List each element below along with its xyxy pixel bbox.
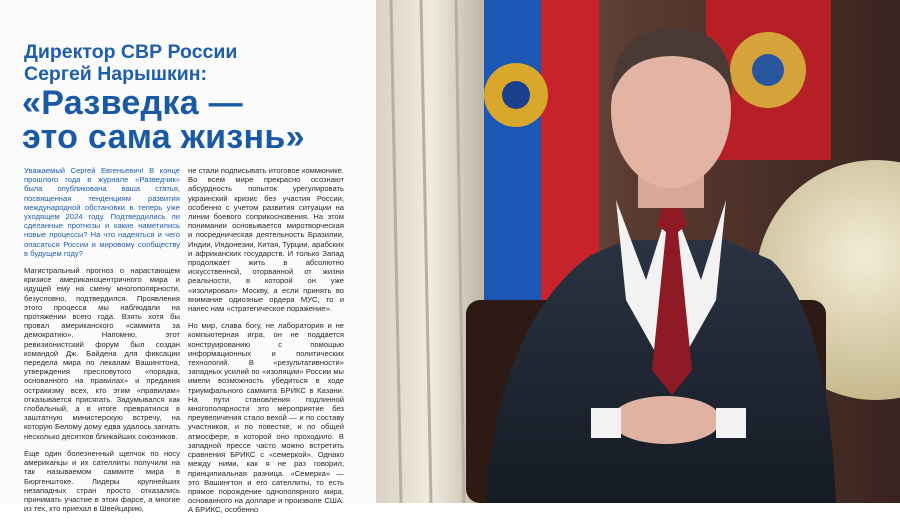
portrait-illustration (376, 0, 900, 503)
paragraph: не стали подписывать итоговое коммюнике. Во всем мире прекрасно осознают абсурдность попыток урегулировать украинский кризис без участия России, особенно с учетом развития ситуации на линии боевого соприкосновения. На этом понимании основывается миротворческая и посредническая деятельность Бразилии, Индии, Индонезии, Китая, Турции, арабских и африканских государств. И только Запад продолжает жить в абсолютно искусственной, оторванной от жизни реальности, в которой он уже «изолировал» Москву, а если принять во внимание одиозные ордера МУС, то и нанес нам «стратегическое поражение». (188, 166, 344, 314)
article-headline (22, 86, 362, 154)
interview-question: Уважаемый Сергей Евгеньевич! В конце прошлого года в журнале «Разведчик» была опубликована ваша статья, посвященная тенденциям развития международной обстановки в теперь уже уходящем 2024 году. Подтвердились ли сделанные прогнозы и какие наметились новые процессы? На что надеяться и чего опасаться России и мировому сообществу в будущем году? (24, 166, 180, 258)
paragraph: Магистральный прогноз о нарастающем кризисе американоцентричного мира и идущей ему на смену многополярности, безусловно, подтвердился. Проявления этого процесса мы наблюдали на протяжении всего года. Взять хотя бы провал американского «саммита за демократию». Напомню, этот ревизионистский форум был создан командой Дж. Байдена для фиксации передела мира по лекалам Вашингтона, утверждения пресловутого «порядка, основанного на правилах» и предания остракизму всех, кто этим «правилам» отказывается присягать. Задумывался как глобальный, а в итоге превратился в заштатную министерскую встречу, на которую Белому дому едва удалось загнать несколько десятков ближайших союзников. (24, 266, 180, 441)
kicker-line-1: Директор СВР России (24, 41, 238, 63)
portrait-photo (376, 0, 900, 503)
flag-red (541, 0, 599, 300)
text-column-2 (188, 166, 344, 523)
article-kicker (24, 41, 354, 85)
text-column-1 (24, 166, 180, 521)
hands (611, 396, 721, 444)
paragraph: Еще один болезненный щелчок по носу американцы и их сателлиты получили на так называемом саммите мира в Бюргенштоке. Лидеры крупнейших незападных стран просто отказались принимать участие в этом фарсе, а многие из тех, кто приехал в Швейцарию, (24, 448, 180, 514)
kicker-line-2: Сергей Нарышкин: (24, 63, 207, 85)
headline-line-1: «Разведка — (22, 84, 243, 122)
headline-line-2: это сама жизнь» (22, 118, 305, 156)
paragraph: Но мир, слава богу, не лаборатория и не компьютерная игра, он не поддается конструированию с помощью информационных и политических технологий. В «результативности» западных усилий по «изоляции» России мы имели возможность убедиться в ходе триумфального саммита БРИКС в Казани. На пути становления подлинной многополярности это мероприятие без преувеличения стало вехой — и по составу участников, и по повестке, и по общей атмосфере, в которой оно проходило. В западной прессе часто можно встретить сравнения БРИКС с «семеркой». Однако между ними, как я не раз говорил, принципиальная разница. «Семерка» — это Вашингтон и его сателлиты, то есть прямое порождение однополярного мира, основанного на долларе и произволе США. А БРИКС, особенно (188, 321, 344, 515)
